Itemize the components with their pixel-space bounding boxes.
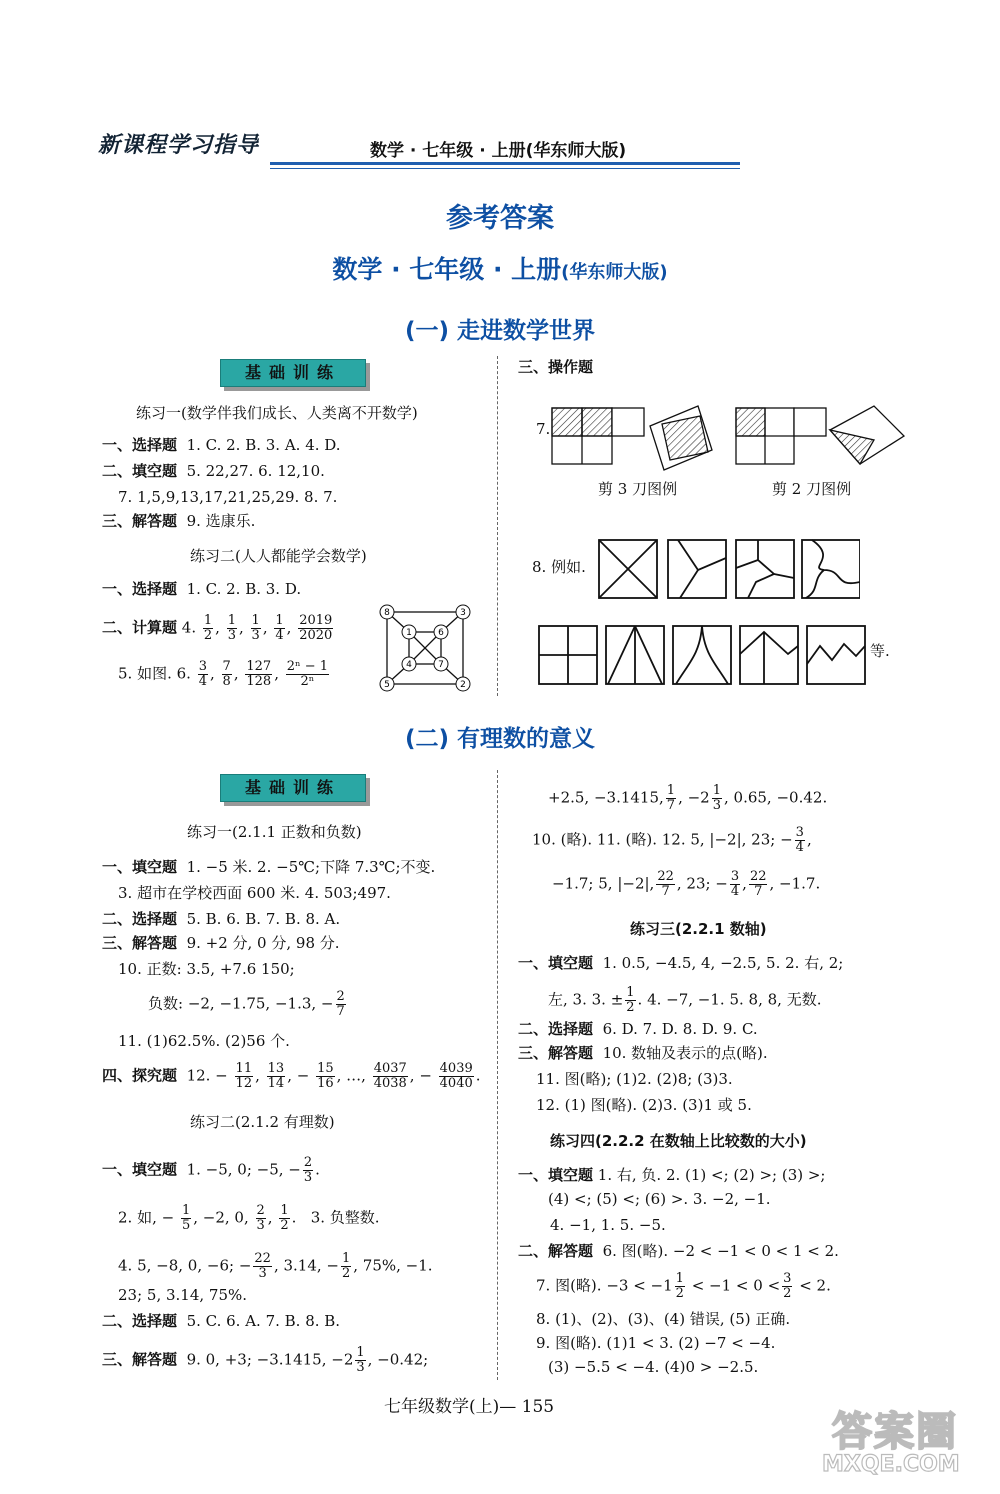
- text: 左, 3. 3. ±: [548, 990, 624, 1009]
- header-book-title: 数学 · 七年级 · 上册(华东师大版): [370, 141, 627, 161]
- label: 一、填空题: [518, 1166, 594, 1184]
- fraction: [355, 1346, 365, 1375]
- node-label: 8: [384, 608, 390, 618]
- main-title: 参考答案: [446, 203, 554, 234]
- s2-t4: [518, 1240, 839, 1262]
- s2-l7: 11. (1)62.5%. (2)56 个.: [118, 1032, 290, 1050]
- label: 三、操作题: [518, 358, 594, 376]
- s2-l3: [102, 908, 340, 930]
- node-label: 5: [384, 680, 390, 690]
- fraction: [666, 784, 676, 813]
- numerator: 2: [336, 989, 345, 1004]
- denominator: 2: [675, 1286, 684, 1301]
- numerator: 1: [356, 1345, 365, 1360]
- graph-node: [434, 657, 448, 671]
- fraction: [203, 614, 213, 643]
- denominator: 2: [280, 1218, 289, 1233]
- node-label: 1: [406, 628, 412, 638]
- fraction: [795, 826, 805, 855]
- subtitle-main: 数学 · 七年级 · 上册: [332, 255, 562, 284]
- denominator: 4038: [373, 1076, 407, 1091]
- denominator: 4: [795, 840, 804, 855]
- s2-ex1-title: 练习一(2.1.1 正数和负数): [187, 823, 362, 841]
- section1-divider: [497, 356, 498, 696]
- cut-figures: [550, 380, 910, 472]
- numerator: 1: [675, 1271, 684, 1286]
- numerator: 2: [303, 1155, 313, 1170]
- numerator: 1: [181, 1203, 191, 1218]
- fraction: [286, 660, 329, 689]
- denominator: 5: [181, 1218, 191, 1233]
- s1-q7-label: 7.: [536, 420, 551, 438]
- text: 9. 0, +3; −3.1415, −2: [186, 1350, 354, 1369]
- denominator: 2: [203, 628, 213, 643]
- denominator: 2ⁿ: [300, 674, 315, 689]
- s2-l4: [102, 932, 340, 954]
- text: 5. C. 6. A. 7. B. 8. B.: [186, 1312, 341, 1330]
- label: 三、解答题: [102, 934, 178, 952]
- graph-node: [380, 605, 394, 619]
- text: 9. +2 分, 0 分, 98 分.: [186, 934, 340, 952]
- numerator: 3: [198, 659, 207, 674]
- fraction: [439, 1062, 474, 1091]
- text: 12. −: [186, 1066, 228, 1085]
- denominator: 4: [275, 628, 284, 643]
- s2-t2: (4) <; (5) <; (6) >. 3. −2, −1.: [548, 1190, 771, 1208]
- numerator: 1: [227, 613, 236, 628]
- tail: , −1.7.: [769, 874, 821, 893]
- fraction: [625, 986, 635, 1015]
- text: 负数: −2, −1.75, −1.3, −: [148, 994, 334, 1013]
- fraction: [712, 784, 722, 813]
- s2-t6: 8. (1)、(2)、(3)、(4) 错误, (5) 正确.: [536, 1310, 791, 1328]
- text: 1. −5 米. 2. −5℃;下降 7.3℃;不变.: [186, 858, 436, 876]
- s1-ex1-title: 练习一(数学伴我们成长、人类离不开数学): [136, 404, 418, 422]
- node-label: 4: [406, 660, 412, 670]
- numerator: 1: [203, 613, 213, 628]
- cut2-caption: 剪 2 刀图例: [772, 480, 852, 498]
- numerator: 7: [222, 659, 231, 674]
- s2-l5: 10. 正数: 3.5, +7.6 150;: [118, 960, 295, 978]
- s1-ex2-title: 练习二(人人都能学会数学): [190, 547, 367, 565]
- fraction: [222, 660, 232, 689]
- label: 一、选择题: [102, 580, 178, 598]
- fraction: [256, 1204, 266, 1233]
- tail: , 0.65, −0.42.: [724, 788, 828, 807]
- text: 1. C. 2. B. 3. A. 4. D.: [186, 436, 341, 454]
- numerator: 15: [317, 1061, 334, 1076]
- header-logo: 新课程学习指导: [98, 132, 260, 158]
- label: 二、选择题: [102, 910, 178, 928]
- fraction: [245, 660, 272, 689]
- numerator: 2: [256, 1203, 265, 1218]
- section2-heading: (二) 有理数的意义: [404, 726, 596, 752]
- fraction: [730, 870, 740, 899]
- text: 1. −5, 0; −5, −: [186, 1160, 301, 1179]
- fraction: [341, 1252, 351, 1281]
- tail: . 4. −7, −1. 5. 8, 8, 无数.: [637, 990, 822, 1009]
- text: 5. B. 6. B. 7. B. 8. A.: [186, 910, 341, 928]
- graph-node: [434, 625, 448, 639]
- fraction: [251, 614, 261, 643]
- s2-t5: [536, 1272, 831, 1301]
- text: 7. 1,5,9,13,17,21,25,29. 8. 7.: [118, 488, 338, 506]
- s2-t1: [518, 1164, 825, 1186]
- numerator: 1: [341, 1251, 351, 1266]
- denominator: 14: [267, 1076, 285, 1091]
- text: −1.7; 5, |−2|,: [552, 874, 655, 893]
- label: 二、计算题: [102, 618, 178, 637]
- s2-ex2-title: 练习二(2.1.2 有理数): [190, 1113, 335, 1131]
- s2-s5: 11. 图(略); (1)2. (2)8; (3)3.: [536, 1070, 733, 1088]
- section1-heading: (一) 走进数学世界: [404, 318, 596, 344]
- q8-figures-row1: [598, 538, 860, 600]
- denominator: 7: [661, 884, 670, 899]
- label: 一、选择题: [102, 436, 178, 454]
- text: 7. 图(略). −3 < −1: [536, 1276, 673, 1295]
- label: 三、解答题: [518, 1044, 594, 1062]
- numerator: 3: [730, 869, 740, 884]
- section1-badge: 基础训练: [220, 359, 366, 387]
- numerator: 13: [267, 1061, 285, 1076]
- numerator: 4039: [439, 1061, 473, 1076]
- tail: 3. 负整数.: [310, 1208, 380, 1227]
- s2-r1: [548, 784, 827, 813]
- fraction: [316, 1062, 335, 1091]
- s2-r2: 10. (略). 11. (略). 12. 5, |−2|, 23; − $\frac{3}{4}$ ,: [532, 825, 812, 855]
- s2-s4: [518, 1042, 768, 1064]
- text: 1. 0.5, −4.5, 4, −2.5, 5. 2. 右, 2;: [602, 954, 844, 972]
- numerator: 1: [275, 613, 284, 628]
- s1-etc: 等.: [870, 642, 890, 660]
- graph-figure: [375, 602, 475, 694]
- s1-ex2-line1: [102, 578, 301, 600]
- text: +2.5, −3.1415,: [548, 788, 664, 807]
- s2-m1: 一、填空题 1. −5, 0; −5, − $\frac{2}{3}$ .: [102, 1155, 320, 1185]
- node-label: 2: [460, 680, 466, 690]
- mid: , 23; −: [676, 874, 728, 893]
- denominator: 128: [246, 674, 272, 689]
- s2-t8: (3) −5.5 < −4. (4)0 > −2.5.: [548, 1358, 759, 1376]
- numerator: 1: [280, 1203, 289, 1218]
- label: 一、填空题: [102, 858, 178, 876]
- s2-r3: −1.7; 5, |−2|, $\frac{22}{7}$ , 23; − $\frac{3}{4}$ , $\frac{22}{7}$ , −1.7.: [552, 869, 821, 899]
- label: 一、填空题: [518, 954, 594, 972]
- text: 2. 如, −: [118, 1208, 175, 1227]
- text: 5. 22,27. 6. 12,10.: [186, 462, 325, 480]
- numerator: 1: [251, 613, 260, 628]
- label: 二、选择题: [102, 1312, 178, 1330]
- denominator: 3: [356, 1360, 365, 1375]
- s2-t7: 9. 图(略). (1)1 < 3. (2) −7 < −4.: [536, 1334, 776, 1352]
- cut3-caption: 剪 3 刀图例: [598, 480, 678, 498]
- label: 三、解答题: [102, 1350, 178, 1369]
- section2-badge: 基础训练: [220, 774, 366, 802]
- numerator: 22: [749, 869, 767, 884]
- denominator: 4: [198, 674, 207, 689]
- graph-node: [456, 677, 470, 691]
- tail: , 3.14, −: [273, 1256, 339, 1275]
- node-label: 3: [460, 608, 466, 618]
- fraction: [298, 614, 333, 643]
- denominator: 2: [783, 1286, 792, 1301]
- fraction: [181, 1204, 191, 1233]
- s2-l2: 3. 超市在学校西面 600 米. 4. 503;497.: [118, 884, 391, 902]
- numerator: 22: [254, 1251, 271, 1266]
- s2-m4: 23; 5, 3.14, 75%.: [118, 1286, 248, 1304]
- node-label: 6: [438, 628, 444, 638]
- graph-node: [456, 605, 470, 619]
- label: 一、填空题: [102, 1160, 178, 1179]
- tail: , −0.42;: [367, 1350, 429, 1369]
- s2-s1: [518, 952, 843, 974]
- denominator: 8: [222, 674, 231, 689]
- denominator: 4: [730, 884, 740, 899]
- s2-ex4-title: 练习四(2.2.2 在数轴上比较数的大小): [550, 1132, 807, 1150]
- prefix: 4.: [181, 618, 197, 637]
- s2-l8: 四、探究题 12. − $\frac{11}{12}$ , $\frac{13}{14}$ , − $\frac{15}{16}$ , …, $\frac{4037}{4038}$ , − $\frac{4039}{4040}$ .: [102, 1061, 481, 1091]
- numerator: 22: [657, 869, 674, 884]
- fraction: [373, 1062, 408, 1091]
- fraction: [253, 1252, 272, 1281]
- denominator: 7: [666, 798, 676, 813]
- s1-ex2-line3: 5. 如图. 6. $\frac{3}{4}$ , $\frac{7}{8}$ , $\frac{127}{128}$ , $\frac{\text{2ⁿ − 1}}{\text{2ⁿ}}$: [118, 659, 329, 689]
- node-label: 7: [438, 660, 444, 670]
- denominator: 2020: [299, 628, 333, 643]
- tail2: < 2.: [794, 1276, 831, 1295]
- label: 二、解答题: [518, 1242, 594, 1260]
- s1-ex1-line3: [118, 486, 337, 508]
- numerator: 2ⁿ − 1: [286, 659, 329, 674]
- label: 四、探究题: [102, 1066, 178, 1085]
- text: 1. 右, 负. 2. (1) <; (2) >; (3) >;: [597, 1166, 826, 1184]
- s2-s2: [548, 986, 821, 1015]
- numerator: 3: [795, 825, 804, 840]
- s2-m6: [102, 1346, 428, 1375]
- denominator: 3: [712, 798, 721, 813]
- section2-divider: [497, 770, 498, 1380]
- fraction: [235, 1062, 254, 1091]
- fraction: [274, 614, 284, 643]
- fraction: [303, 1156, 313, 1185]
- graph-node: [402, 657, 416, 671]
- s2-l1: [102, 856, 435, 878]
- fraction: [749, 870, 768, 899]
- fraction: [675, 1272, 685, 1301]
- label: 二、填空题: [102, 462, 178, 480]
- text: 9. 选康乐.: [186, 512, 256, 530]
- header-rule-thin: [270, 168, 740, 169]
- s2-t3: 4. −1, 1. 5. −5.: [550, 1216, 666, 1234]
- text: 6. 图(略). −2 < −1 < 0 < 1 < 2.: [602, 1242, 839, 1260]
- denominator: 3: [303, 1170, 313, 1185]
- numerator: 127: [246, 659, 272, 674]
- fraction: [227, 614, 237, 643]
- s2-m5: [102, 1310, 340, 1332]
- denominator: 12: [235, 1076, 253, 1091]
- s1-op-heading: [518, 356, 593, 378]
- numerator: 1: [626, 985, 635, 1000]
- numerator: 11: [235, 1061, 253, 1076]
- s1-ex1-line1: [102, 434, 341, 456]
- s1-ex1-line4: [102, 510, 255, 532]
- s2-ex3-title: 练习三(2.2.1 数轴): [630, 920, 767, 938]
- fraction: [267, 1062, 286, 1091]
- graph-node: [380, 677, 394, 691]
- graph-node: [402, 625, 416, 639]
- label: 二、选择题: [518, 1020, 594, 1038]
- denominator: 7: [754, 884, 763, 899]
- numerator: 3: [783, 1271, 792, 1286]
- s2-l6: [148, 990, 348, 1019]
- s1-q8-label: 8. 例如.: [532, 558, 586, 576]
- denominator: 2: [626, 1000, 635, 1015]
- text: 6. D. 7. D. 8. D. 9. C.: [602, 1020, 758, 1038]
- denominator: 3: [256, 1218, 265, 1233]
- fraction: [782, 1272, 792, 1301]
- denominator: 2: [341, 1266, 351, 1281]
- numerator: 2019: [299, 613, 333, 628]
- numerator: 1: [666, 783, 676, 798]
- fraction: [336, 990, 346, 1019]
- mid: , −2: [678, 788, 710, 807]
- subtitle-edition: (华东师大版): [561, 262, 668, 283]
- numerator: 4037: [373, 1061, 407, 1076]
- s2-s3: [518, 1018, 758, 1040]
- tail: < −1 < 0 <: [686, 1276, 781, 1295]
- denominator: 3: [251, 628, 260, 643]
- denominator: 3: [258, 1266, 267, 1281]
- denominator: 7: [336, 1004, 345, 1019]
- denominator: 16: [317, 1076, 334, 1091]
- text: 4. 5, −8, 0, −6; −: [118, 1256, 252, 1275]
- fraction: [198, 660, 208, 689]
- denominator: 4040: [439, 1076, 473, 1091]
- s2-m3: [118, 1252, 433, 1281]
- subtitle: [0, 250, 1000, 286]
- text: 10. (略). 11. (略). 12. 5, |−2|, 23; −: [532, 830, 793, 849]
- text: 1. C. 2. B. 3. D.: [186, 580, 302, 598]
- fraction: [279, 1204, 289, 1233]
- s2-m2: 2. 如, − $\frac{1}{5}$ , −2, 0, $\frac{2}{3}$ , $\frac{1}{2}$ . 3. 负整数.: [118, 1203, 380, 1233]
- page-footer: 七年级数学(上)— 155: [384, 1397, 555, 1417]
- watermark-logo: 答案圈: [832, 1409, 958, 1455]
- header-rule: [270, 162, 740, 165]
- s2-s6: 12. (1) 图(略). (2)3. (3)1 或 5.: [536, 1096, 752, 1114]
- denominator: 3: [227, 628, 236, 643]
- numerator: 1: [712, 783, 721, 798]
- watermark-url: MXQE.COM: [822, 1452, 960, 1477]
- label: 三、解答题: [102, 512, 178, 530]
- fraction: [656, 870, 675, 899]
- tail2: , 75%, −1.: [353, 1256, 433, 1275]
- prefix: 5. 如图. 6.: [118, 664, 191, 683]
- s1-ex2-line2: 二、计算题 4. $\frac{1}{2}$ , $\frac{1}{3}$ , $\frac{1}{3}$ , $\frac{1}{4}$ , $\frac{2019}{2020}$: [102, 613, 333, 643]
- q8-figures-row2: [538, 624, 868, 686]
- s1-ex1-line2: [102, 460, 325, 482]
- text: 10. 数轴及表示的点(略).: [602, 1044, 768, 1062]
